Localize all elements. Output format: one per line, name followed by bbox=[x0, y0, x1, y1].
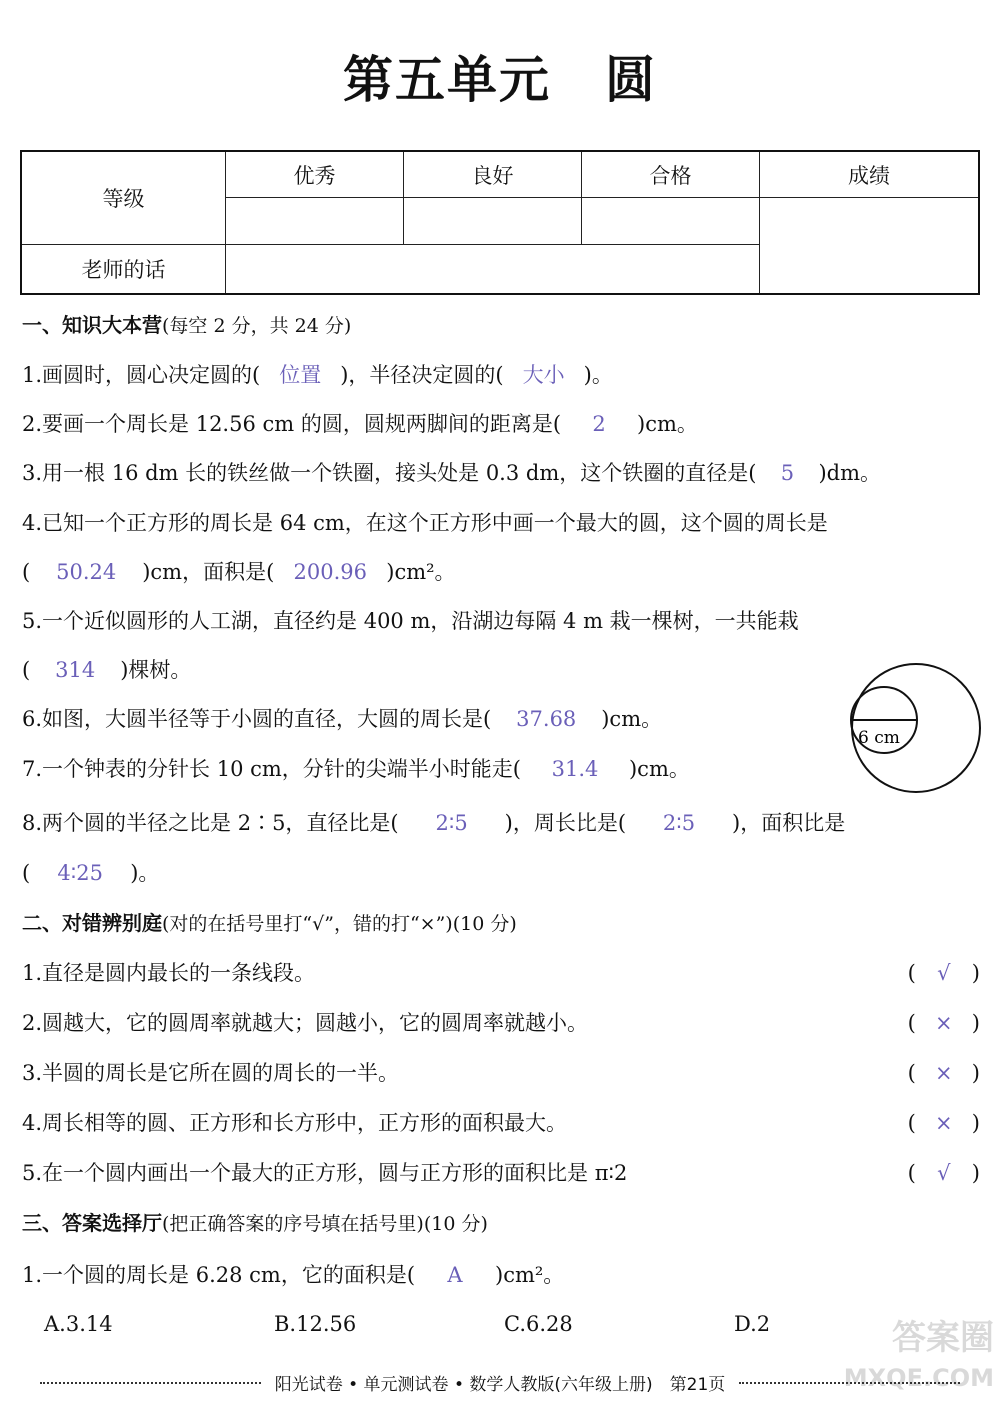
excellent-cell[interactable] bbox=[226, 198, 404, 245]
judge-item-4: 4.周长相等的圆、正方形和长方形中，正方形的面积最大。 ( × ) bbox=[22, 1108, 980, 1138]
answer-blank[interactable]: 37.68 bbox=[516, 707, 577, 731]
grade-label: 等级 bbox=[21, 151, 226, 245]
section-2-heading: 二、对错辨别庭(对的在括号里打“√”，错的打“×”)(10 分) bbox=[22, 911, 517, 935]
q1-item-7: 7.一个钟表的分针长 10 cm，分针的尖端半小时能走( 31.4 )cm。 bbox=[22, 754, 980, 784]
footer-divider-left bbox=[40, 1382, 261, 1384]
option-b: B.12.56 bbox=[274, 1312, 357, 1336]
judge-item-2: 2.圆越大，它的圆周率就越大；圆越小，它的圆周率就越小。 ( × ) bbox=[22, 1008, 980, 1038]
level-excellent: 优秀 bbox=[226, 151, 404, 198]
q1-item-5: 5.一个近似圆形的人工湖，直径约是 400 m，沿湖边每隔 4 m 栽一棵树，一共能栽 bbox=[22, 609, 799, 633]
level-good: 良好 bbox=[404, 151, 582, 198]
page-footer bbox=[40, 1370, 960, 1395]
judge-answer[interactable]: × bbox=[934, 1061, 953, 1085]
answer-blank[interactable]: 5 bbox=[780, 461, 795, 485]
q1-item-8: 8.两个圆的半径之比是 2∶5，直径比是( 2∶5 )，周长比是( 2∶5 )，面积比是 bbox=[22, 808, 980, 838]
pass-cell[interactable] bbox=[582, 198, 760, 245]
q1-item-6: 6.如图，大圆半径等于小圆的直径，大圆的周长是( 37.68 )cm。 bbox=[22, 704, 980, 734]
judge-answer[interactable]: √ bbox=[937, 1161, 951, 1185]
answer-blank[interactable]: 2∶5 bbox=[435, 811, 468, 835]
judge-answer[interactable]: √ bbox=[937, 961, 951, 985]
q1-item-8-cont: ( 4∶25 )。 bbox=[22, 858, 980, 888]
judge-item-1: 1.直径是圆内最长的一条线段。 ( √ ) bbox=[22, 958, 980, 988]
circles-figure bbox=[848, 660, 984, 796]
judge-item-5: 5.在一个圆内画出一个最大的正方形，圆与正方形的面积比是 π∶2 ( √ ) bbox=[22, 1158, 980, 1188]
answer-blank[interactable]: 31.4 bbox=[551, 757, 599, 781]
option-d: D.2 bbox=[734, 1312, 771, 1336]
q1-item-4: 4.已知一个正方形的周长是 64 cm，在这个正方形中画一个最大的圆，这个圆的周长是 bbox=[22, 511, 828, 535]
teacher-comment-cell[interactable] bbox=[226, 245, 760, 294]
answer-blank[interactable]: A bbox=[447, 1263, 463, 1287]
answer-blank[interactable]: 大小 bbox=[522, 363, 565, 387]
q1-item-1: 1.画圆时，圆心决定圆的( 位置 )，半径决定圆的( 大小 )。 bbox=[22, 360, 980, 390]
answer-blank[interactable]: 2∶5 bbox=[662, 811, 696, 835]
q1-item-4-cont: ( 50.24 )cm，面积是( 200.96 )cm²。 bbox=[22, 557, 980, 587]
judge-answer[interactable]: × bbox=[934, 1011, 953, 1035]
answer-blank[interactable]: 位置 bbox=[279, 363, 322, 387]
footer-divider-right bbox=[739, 1382, 960, 1384]
page-title: 第五单元 圆 bbox=[343, 51, 657, 109]
judge-answer[interactable]: × bbox=[934, 1111, 953, 1135]
q1-item-2: 2.要画一个周长是 12.56 cm 的圆，圆规两脚间的距离是( 2 )cm。 bbox=[22, 409, 980, 439]
watermark: 答案圈 MXQE.COM bbox=[843, 1318, 994, 1392]
score-label: 成绩 bbox=[760, 151, 980, 198]
good-cell[interactable] bbox=[404, 198, 582, 245]
judge-item-3: 3.半圆的周长是它所在圆的周长的一半。 ( × ) bbox=[22, 1058, 980, 1088]
grade-table bbox=[20, 150, 980, 295]
answer-blank[interactable]: 50.24 bbox=[56, 560, 117, 584]
choice-item-1: 1.一个圆的周长是 6.28 cm，它的面积是( A )cm²。 bbox=[22, 1260, 980, 1290]
teacher-label: 老师的话 bbox=[21, 245, 226, 294]
answer-blank[interactable]: 2 bbox=[592, 412, 606, 436]
footer-text: 阳光试卷 • 单元测试卷 • 数学人教版(六年级上册) 第21页 bbox=[274, 1375, 726, 1395]
q1-item-5-cont: ( 314 )棵树。 bbox=[22, 655, 980, 685]
level-pass: 合格 bbox=[582, 151, 760, 198]
answer-blank[interactable]: 200.96 bbox=[293, 560, 367, 584]
option-a: A.3.14 bbox=[44, 1312, 113, 1336]
q1-item-3: 3.用一根 16 dm 长的铁丝做一个铁圈，接头处是 0.3 dm，这个铁圈的直径是( 5 )dm。 bbox=[22, 458, 980, 488]
section-3-heading: 三、答案选择厅(把正确答案的序号填在括号里)(10 分) bbox=[22, 1211, 488, 1235]
answer-blank[interactable]: 314 bbox=[55, 658, 96, 682]
section-1-heading: 一、知识大本营(每空 2 分，共 24 分) bbox=[22, 313, 352, 337]
option-c: C.6.28 bbox=[504, 1312, 573, 1336]
figure-label: 6 cm bbox=[858, 728, 900, 748]
score-cell[interactable] bbox=[760, 198, 980, 294]
answer-blank[interactable]: 4∶25 bbox=[57, 861, 103, 885]
